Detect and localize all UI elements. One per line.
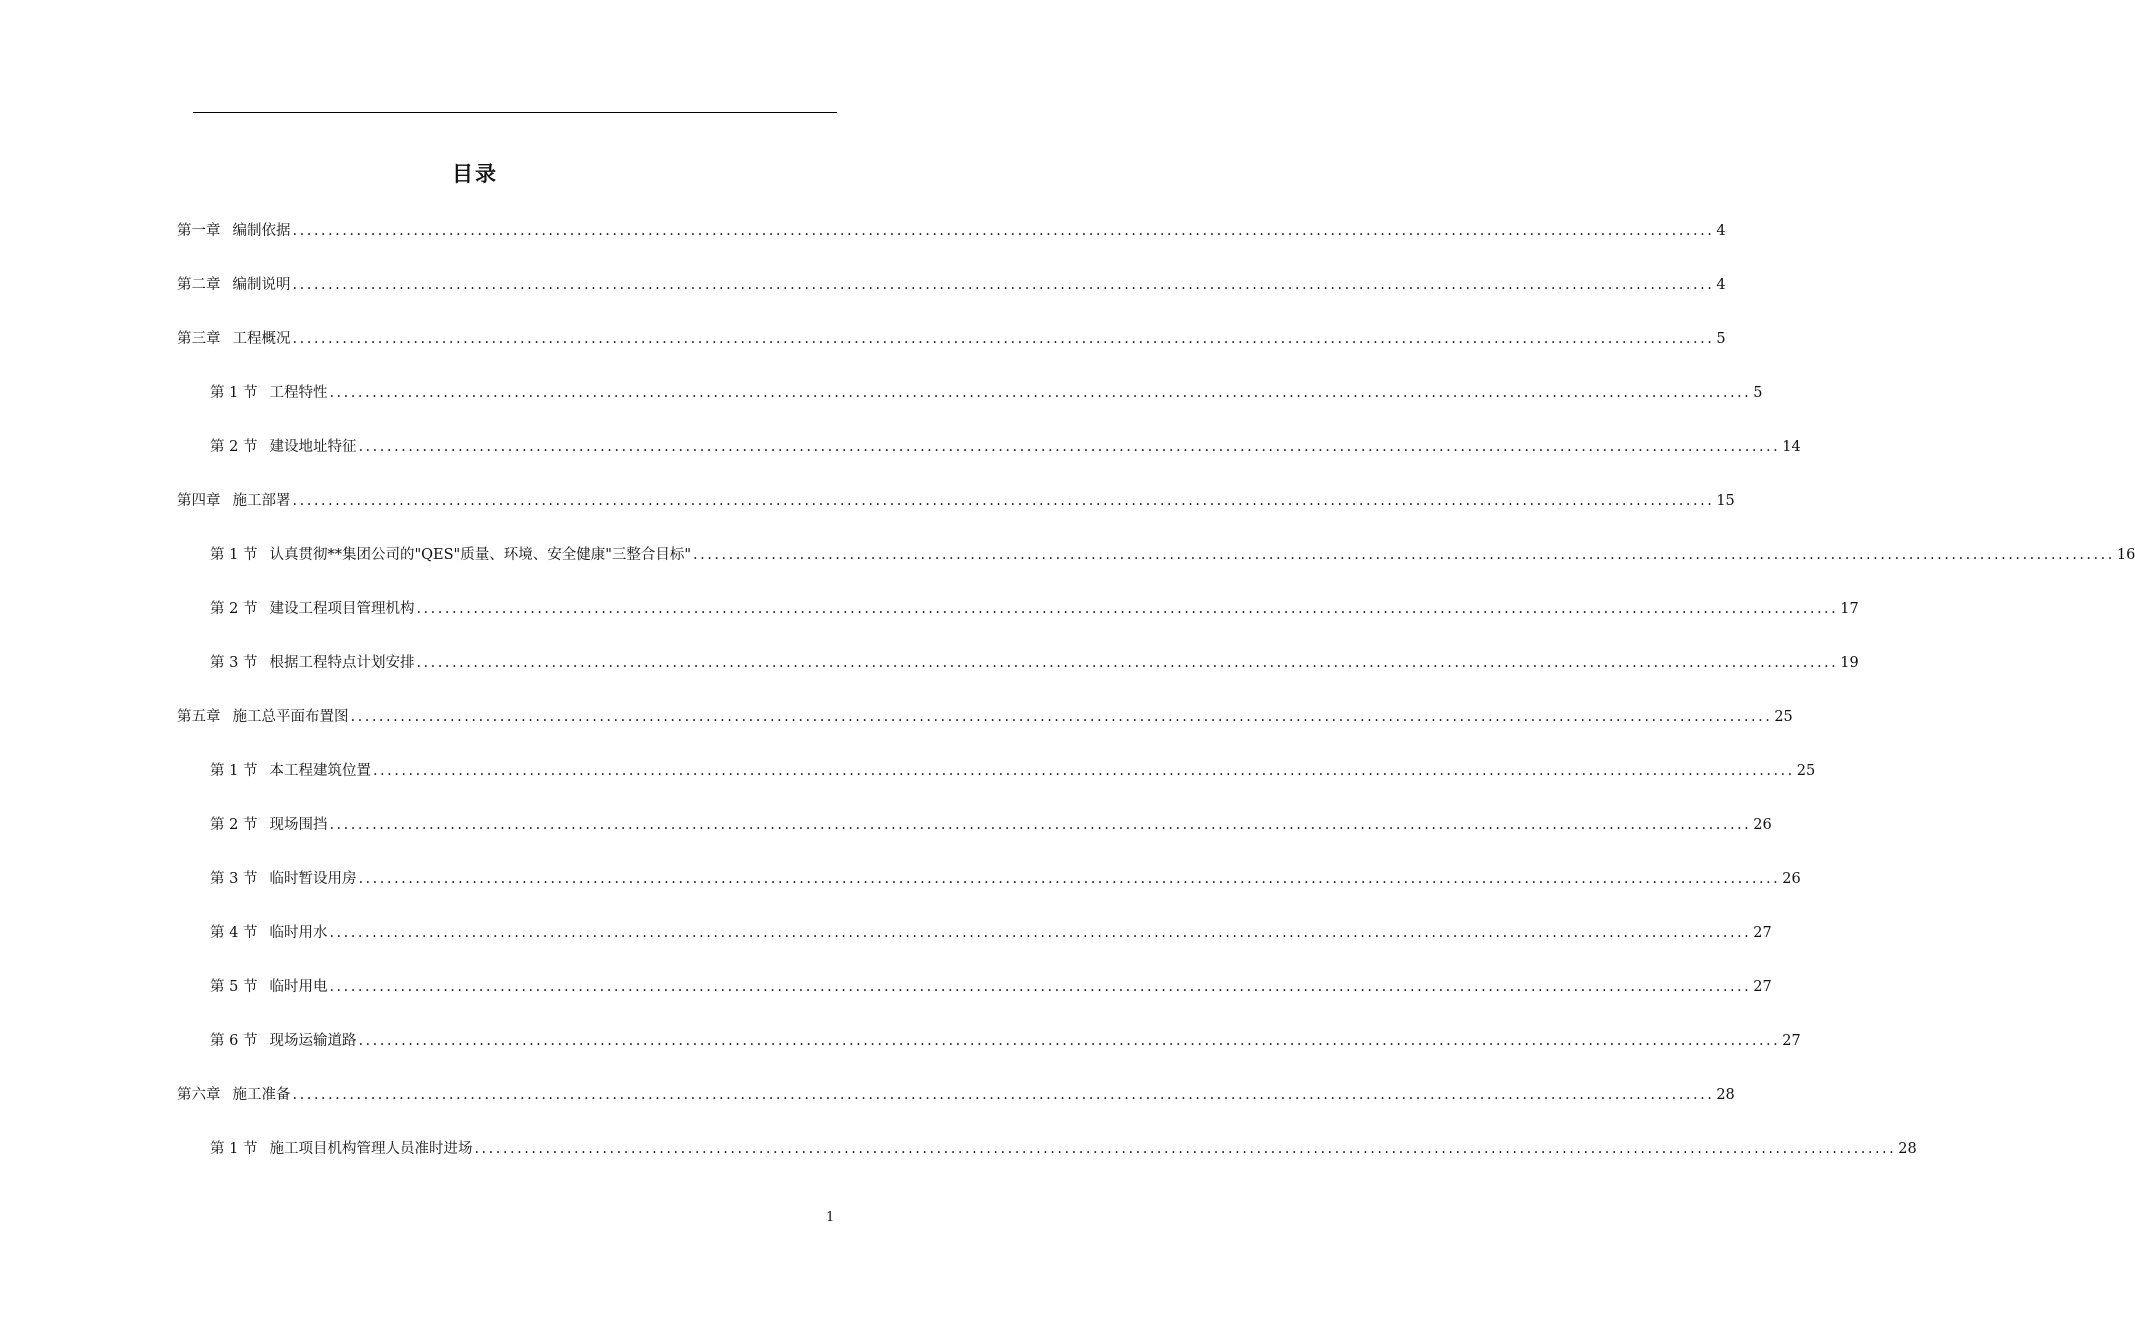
toc-entry-text: 建设工程项目管理机构 [269, 601, 415, 617]
toc-entry-number: 第 1 节 [210, 385, 258, 401]
toc-entry-number: 第五章 [177, 709, 221, 725]
toc-entry-label [210, 381, 327, 402]
toc-entry-number: 第 2 节 [210, 439, 258, 455]
toc-section-entry[interactable] [210, 975, 1772, 999]
toc-entry-label [210, 651, 414, 672]
toc-chapter-entry[interactable] [177, 1083, 1735, 1107]
toc-section-entry[interactable] [210, 759, 1816, 783]
toc-dot-leader: ........................................................................................................................................................................................................ [329, 925, 1752, 941]
toc-entry-text: 施工准备 [232, 1087, 291, 1103]
toc-entry-page: 14 [1782, 439, 1801, 455]
toc-entry-text: 临时用电 [269, 979, 328, 995]
toc-entry-page: 26 [1753, 817, 1772, 833]
toc-entry-label [210, 867, 356, 888]
toc-entry-page: 19 [1840, 655, 1859, 671]
toc-dot-leader: ........................................................................................................................................................................................................ [329, 817, 1752, 833]
toc-dot-leader: ........................................................................................................................................................................................................ [693, 547, 2115, 563]
toc-section-entry[interactable] [210, 435, 1801, 459]
toc-section-entry[interactable] [210, 381, 1763, 405]
toc-entry-page: 27 [1782, 1033, 1801, 1049]
toc-entry-text: 建设地址特征 [269, 439, 357, 455]
toc-entry-text: 现场围挡 [269, 817, 328, 833]
toc-entry-label [177, 219, 291, 240]
toc-entry-label [210, 1137, 472, 1158]
toc-entry-number: 第一章 [177, 223, 221, 239]
toc-dot-leader: ........................................................................................................................................................................................................ [350, 709, 1773, 725]
toc-entry-page: 17 [1840, 601, 1859, 617]
toc-entry-page: 28 [1898, 1141, 1917, 1157]
toc-section-entry[interactable] [210, 597, 1859, 621]
toc-entry-number: 第 1 节 [210, 547, 258, 563]
toc-entry-page: 16 [2116, 547, 2135, 563]
toc-entry-label [210, 975, 327, 996]
toc-section-entry[interactable] [210, 1137, 1917, 1161]
toc-entry-label [177, 705, 349, 726]
toc-entry-text: 临时暂设用房 [269, 871, 357, 887]
toc-dot-leader: ........................................................................................................................................................................................................ [358, 1033, 1781, 1049]
toc-entry-label [177, 1083, 291, 1104]
toc-entry-label [210, 921, 327, 942]
toc-entry-number: 第 3 节 [210, 871, 258, 887]
toc-chapter-entry[interactable] [177, 705, 1793, 729]
toc-chapter-entry[interactable] [177, 273, 1726, 297]
toc-entry-page: 4 [1716, 223, 1726, 239]
toc-entry-label [210, 435, 356, 456]
toc-dot-leader: ........................................................................................................................................................................................................ [292, 1087, 1715, 1103]
toc-entry-text: 施工部署 [232, 493, 291, 509]
toc-entry-text: 施工项目机构管理人员准时进场 [269, 1141, 473, 1157]
toc-section-entry[interactable] [210, 867, 1801, 891]
toc-chapter-entry[interactable] [177, 219, 1726, 243]
toc-entry-page: 5 [1753, 385, 1763, 401]
toc-entry-text: 现场运输道路 [269, 1033, 357, 1049]
toc-entry-page: 15 [1716, 493, 1735, 509]
toc-dot-leader: ........................................................................................................................................................................................................ [292, 277, 1715, 293]
toc-dot-leader: ........................................................................................................................................................................................................ [292, 493, 1715, 509]
toc-entry-label [210, 759, 371, 780]
toc-entry-page: 27 [1753, 925, 1772, 941]
toc-entry-number: 第 3 节 [210, 655, 258, 671]
toc-chapter-entry[interactable] [177, 489, 1735, 513]
toc-entry-label [177, 489, 291, 510]
toc-entry-number: 第 2 节 [210, 601, 258, 617]
toc-section-entry[interactable] [210, 543, 2135, 567]
toc-entry-label [210, 597, 414, 618]
toc-dot-leader: ........................................................................................................................................................................................................ [372, 763, 1795, 779]
toc-section-entry[interactable] [210, 651, 1859, 675]
toc-entry-text: 工程特性 [269, 385, 328, 401]
toc-entry-number: 第六章 [177, 1087, 221, 1103]
toc-entry-text: 根据工程特点计划安排 [269, 655, 415, 671]
toc-dot-leader: ........................................................................................................................................................................................................ [292, 331, 1715, 347]
toc-entry-label [210, 813, 327, 834]
toc-entry-number: 第 1 节 [210, 1141, 258, 1157]
toc-entry-label [177, 273, 291, 294]
toc-title: 目录 [452, 162, 498, 186]
toc-dot-leader: ........................................................................................................................................................................................................ [474, 1141, 1897, 1157]
toc-section-entry[interactable] [210, 813, 1772, 837]
toc-entry-number: 第三章 [177, 331, 221, 347]
toc-entry-text: 本工程建筑位置 [269, 763, 371, 779]
toc-dot-leader: ........................................................................................................................................................................................................ [416, 655, 1839, 671]
toc-entry-number: 第四章 [177, 493, 221, 509]
toc-dot-leader: ........................................................................................................................................................................................................ [358, 439, 1781, 455]
toc-entry-number: 第二章 [177, 277, 221, 293]
toc-dot-leader: ........................................................................................................................................................................................................ [292, 223, 1715, 239]
toc-dot-leader: ........................................................................................................................................................................................................ [416, 601, 1839, 617]
toc-entry-number: 第 2 节 [210, 817, 258, 833]
toc-entry-text: 施工总平面布置图 [232, 709, 349, 725]
toc-entry-text: 编制依据 [232, 223, 291, 239]
toc-chapter-entry[interactable] [177, 327, 1726, 351]
toc-entry-number: 第 1 节 [210, 763, 258, 779]
toc-entry-page: 26 [1782, 871, 1801, 887]
toc-entry-page: 28 [1716, 1087, 1735, 1103]
toc-entry-page: 25 [1774, 709, 1793, 725]
toc-dot-leader: ........................................................................................................................................................................................................ [329, 979, 1752, 995]
toc-entry-text: 临时用水 [269, 925, 328, 941]
toc-section-entry[interactable] [210, 1029, 1801, 1053]
toc-entry-text: 工程概况 [232, 331, 291, 347]
toc-entry-page: 27 [1753, 979, 1772, 995]
toc-entry-text: 认真贯彻**集团公司的"QES"质量、环境、安全健康"三整合目标" [269, 547, 692, 563]
toc-entry-number: 第 6 节 [210, 1033, 258, 1049]
toc-entry-page: 5 [1716, 331, 1726, 347]
toc-entry-text: 编制说明 [232, 277, 291, 293]
toc-entry-page: 4 [1716, 277, 1726, 293]
toc-entry-label [210, 1029, 356, 1050]
toc-dot-leader: ........................................................................................................................................................................................................ [329, 385, 1752, 401]
toc-dot-leader: ........................................................................................................................................................................................................ [358, 871, 1781, 887]
toc-entry-number: 第 4 节 [210, 925, 258, 941]
toc-entry-number: 第 5 节 [210, 979, 258, 995]
toc-entry-label [177, 327, 291, 348]
toc-entry-page: 25 [1796, 763, 1816, 779]
page-number: 1 [826, 1210, 835, 1225]
toc-entry-label [210, 543, 691, 564]
toc-section-entry[interactable] [210, 921, 1772, 945]
